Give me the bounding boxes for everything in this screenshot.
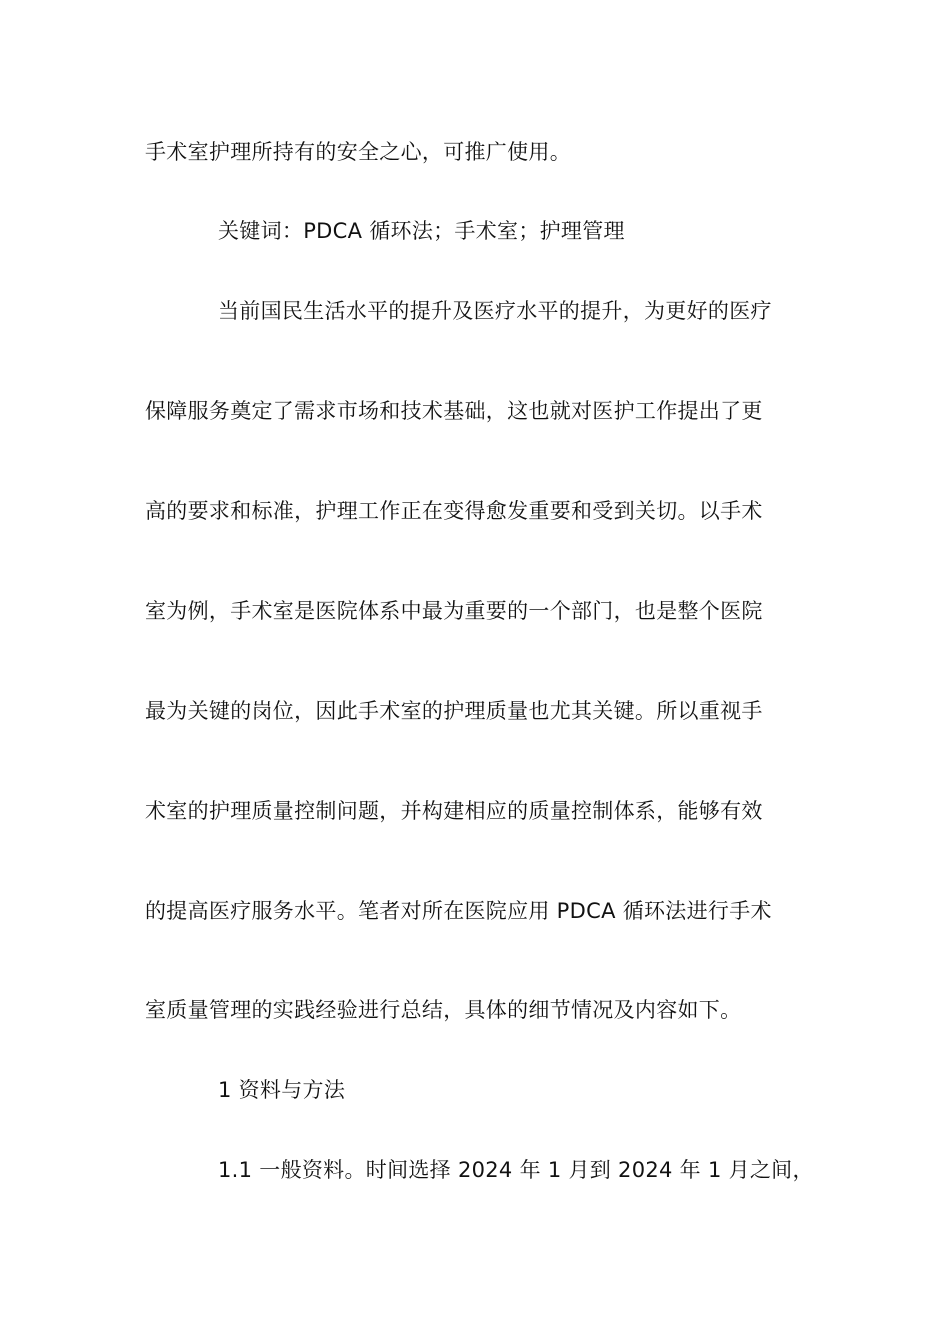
intro-paragraph-line-3: 高的要求和标准，护理工作正在变得愈发重要和受到关切。以手术 — [145, 499, 763, 523]
intro-paragraph-line-5: 最为关键的岗位，因此手术室的护理质量也尤其关键。所以重视手 — [145, 699, 763, 723]
intro-paragraph-line-8: 室质量管理的实践经验进行总结，具体的细节情况及内容如下。 — [145, 998, 742, 1022]
intro-paragraph-line-2: 保障服务奠定了需求市场和技术基础，这也就对医护工作提出了更 — [145, 399, 763, 423]
intro-paragraph-line-4: 室为例，手术室是医院体系中最为重要的一个部门，也是整个医院 — [145, 599, 763, 623]
intro-paragraph-line-7: 的提高医疗服务水平。笔者对所在医院应用 PDCA 循环法进行手术 — [145, 899, 772, 923]
abstract-closing-line: 手术室护理所持有的安全之心，可推广使用。 — [145, 140, 571, 164]
keywords-line: 关键词：PDCA 循环法；手术室；护理管理 — [218, 219, 625, 243]
intro-paragraph-line-1: 当前国民生活水平的提升及医疗水平的提升，为更好的医疗 — [218, 299, 772, 323]
section-heading: 1 资料与方法 — [218, 1078, 346, 1102]
subsection-line: 1.1 一般资料。时间选择 2024 年 1 月到 2024 年 1 月之间， — [218, 1158, 814, 1182]
intro-paragraph-line-6: 术室的护理质量控制问题，并构建相应的质量控制体系，能够有效 — [145, 799, 763, 823]
